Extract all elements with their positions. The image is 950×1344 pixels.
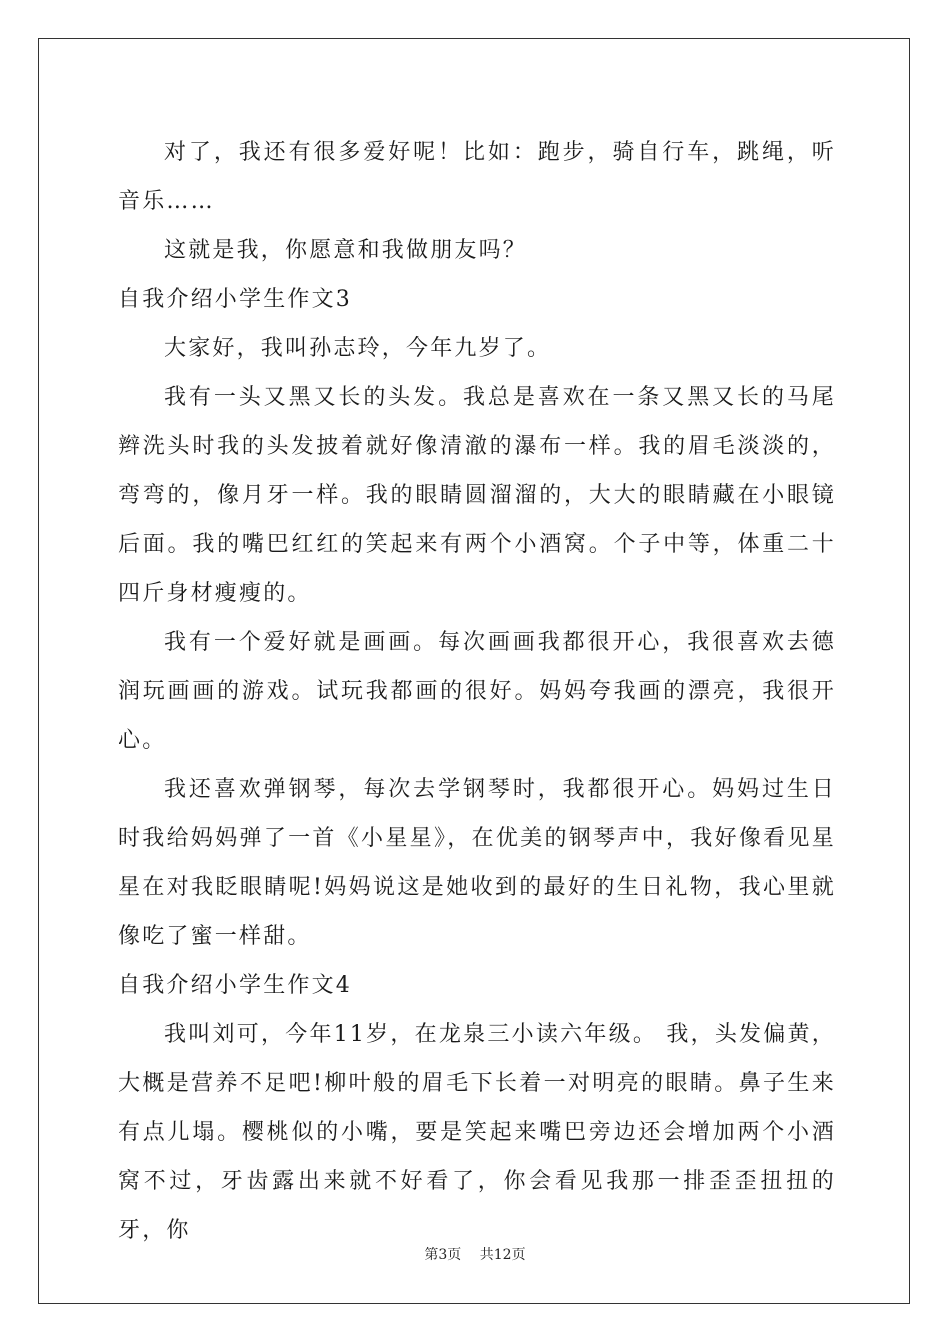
paragraph: 我叫刘可，今年11岁，在龙泉三小读六年级。 我，头发偏黄，大概是营养不足吧!柳叶般的眉毛下长着一对明亮的眼睛。鼻子生来有点儿塌。樱桃似的小嘴，要是笑起来嘴巴旁边还会增加两个小酒窝不过，牙齿露出来就不好看了，你会看见我那一排歪歪扭扭的牙，你: [118, 1022, 836, 1243]
paragraph: 我还喜欢弹钢琴，每次去学钢琴时，我都很开心。妈妈过生日时我给妈妈弹了一首《小星星》，在优美的钢琴声中，我好像看见星星在对我眨眼睛呢!妈妈说这是她收到的最好的生日礼物，我心里就像吃了蜜一样甜。: [118, 777, 836, 949]
section-heading: 自我介绍小学生作文3: [118, 287, 352, 312]
page-number: 第3页: [424, 1247, 462, 1263]
section-heading: 自我介绍小学生作文4: [118, 973, 352, 998]
document-body: [118, 128, 836, 1255]
paragraph: 这就是我，你愿意和我做朋友吗？: [164, 238, 528, 263]
paragraph: 我有一个爱好就是画画。每次画画我都很开心，我很喜欢去德润玩画画的游戏。试玩我都画的很好。妈妈夸我画的漂亮，我很开心。: [118, 630, 836, 753]
paragraph: 我有一头又黑又长的头发。我总是喜欢在一条又黑又长的马尾辫洗头时我的头发披着就好像清澈的瀑布一样。我的眉毛淡淡的，弯弯的，像月牙一样。我的眼睛圆溜溜的，大大的眼睛藏在小眼镜后面。我的嘴巴红红的笑起来有两个小酒窝。个子中等，体重二十四斤身材瘦瘦的。: [118, 385, 836, 606]
page-total: 共12页: [479, 1247, 526, 1263]
page-footer: [0, 1244, 950, 1264]
paragraph: 大家好，我叫孙志玲，今年九岁了。: [164, 336, 552, 361]
paragraph: 对了，我还有很多爱好呢！比如：跑步，骑自行车，跳绳，听音乐……: [118, 140, 836, 214]
